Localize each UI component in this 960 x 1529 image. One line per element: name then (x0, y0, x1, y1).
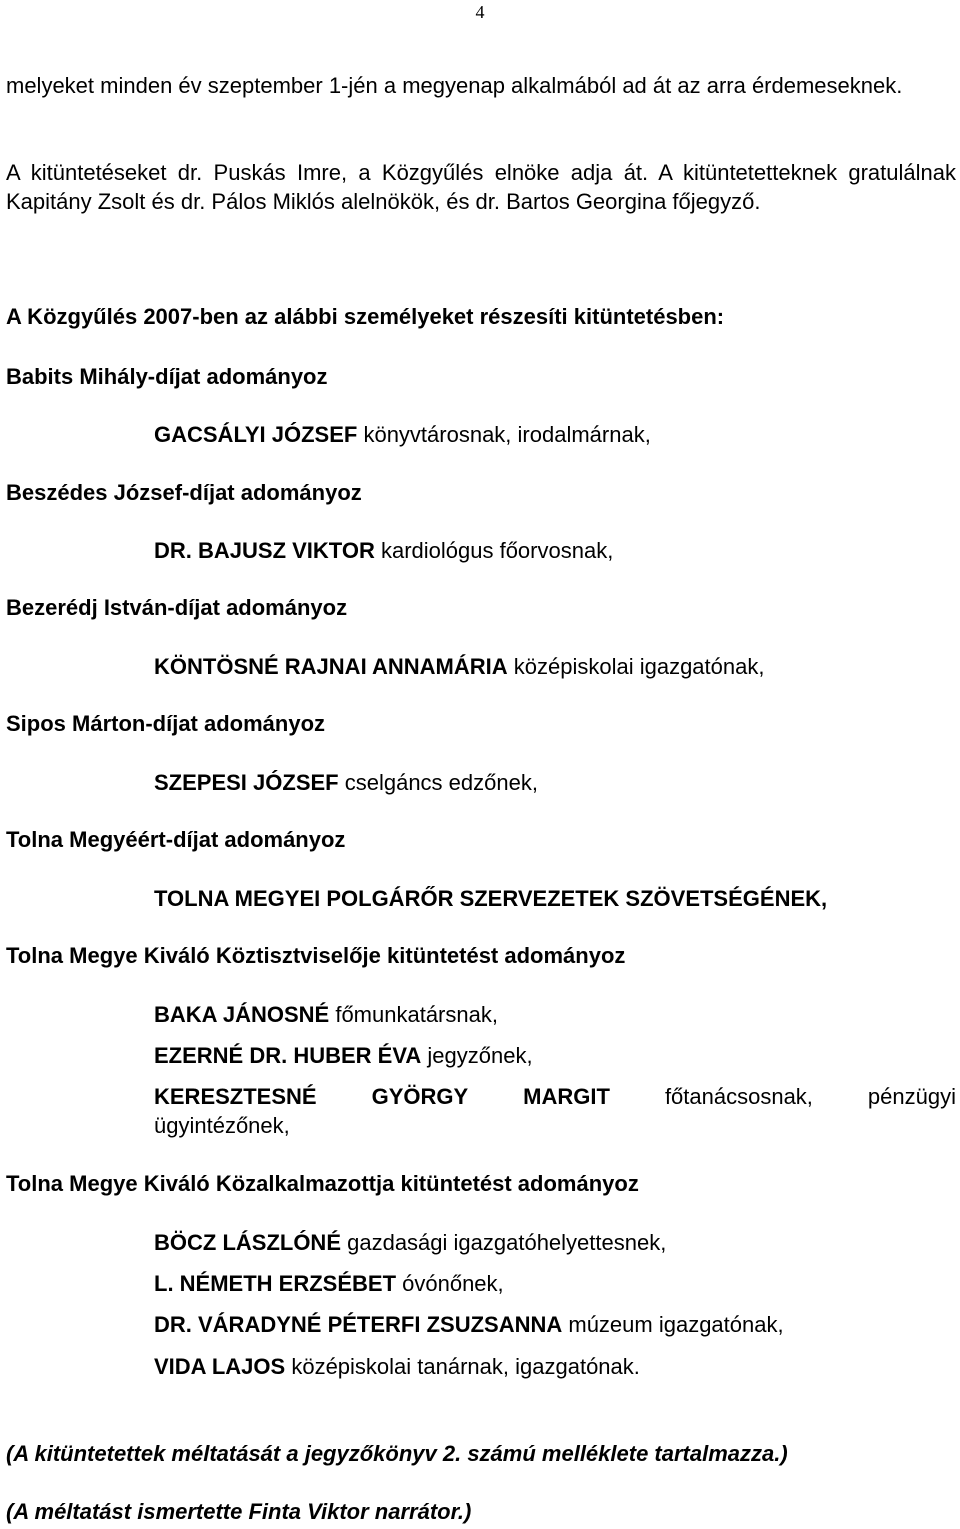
award-title-tolna-megyeert: Tolna Megyéért-díjat adományoz (6, 827, 346, 852)
recipient-role: középiskolai tanárnak, igazgatónak. (285, 1354, 640, 1379)
note-narrator: (A méltatást ismertette Finta Viktor narrátor.) (6, 1499, 472, 1524)
recipient-kozalkalmazott-3 (154, 1310, 956, 1339)
recipient-role: óvónőnek, (396, 1271, 504, 1296)
page-number: 4 (475, 2, 485, 22)
recipient-name: L. NÉMETH ERZSÉBET (154, 1271, 397, 1296)
intro-paragraph-1: melyeket minden év szeptember 1-jén a megyenap alkalmából ad át az arra érdemeseknek. (6, 73, 903, 98)
recipient-name: VIDA LAJOS (154, 1354, 286, 1379)
recipient-role-part: főtanácsosnak, (664, 1084, 813, 1109)
recipient-name: KÖNTÖSNÉ RAJNAI ANNAMÁRIA (154, 654, 508, 679)
award-title-sipos: Sipos Márton-díjat adományoz (6, 711, 326, 736)
recipient-name: GACSÁLYI JÓZSEF (154, 422, 358, 447)
recipient-babits-1 (154, 420, 956, 449)
section-heading: A Közgyűlés 2007-ben az alábbi személyeket részesíti kitüntetésben: (6, 304, 725, 329)
recipient-koztisztviselo-3 (154, 1082, 956, 1111)
award-title-koztisztviselo: Tolna Megye Kiváló Köztisztviselője kitüntetést adományoz (6, 943, 626, 968)
recipient-kozalkalmazott-2 (154, 1269, 956, 1298)
award-title-kozalkalmazott: Tolna Megye Kiváló Közalkalmazottja kitüntetést adományoz (6, 1171, 639, 1196)
recipient-role: középiskolai igazgatónak, (507, 654, 765, 679)
recipient-role: cselgáncs edzőnek, (338, 770, 538, 795)
recipient-role: főmunkatársnak, (329, 1002, 498, 1027)
recipient-role: könyvtárosnak, irodalmárnak, (357, 422, 651, 447)
recipient-name: DR. BAJUSZ VIKTOR (154, 538, 375, 563)
recipient-role: jegyzőnek, (421, 1043, 533, 1068)
recipient-role: gazdasági igazgatóhelyettesnek, (341, 1230, 667, 1255)
recipient-name: SZEPESI JÓZSEF (154, 770, 339, 795)
award-title-babits: Babits Mihály-díjat adományoz (6, 364, 328, 389)
recipient-koztisztviselo-1 (154, 1000, 956, 1029)
intro-paragraph-2: A kitüntetéseket dr. Puskás Imre, a Közgyűlés elnöke adja át. A kitüntetetteknek gratulálnak Kapitány Zsolt és dr. Pálos Miklós alelnökök, és dr. Bartos Georgina főjegyző. (6, 160, 956, 214)
recipient-bezeredj-1 (154, 652, 956, 681)
recipient-name: DR. VÁRADYNÉ PÉTERFI ZSUZSANNA (154, 1312, 563, 1337)
recipient-koztisztviselo-3-continued: ügyintézőnek, (154, 1113, 290, 1138)
recipient-sipos-1 (154, 768, 956, 797)
recipient-name: EZERNÉ DR. HUBER ÉVA (154, 1043, 422, 1068)
recipient-role: kardiológus főorvosnak, (374, 538, 614, 563)
recipient-koztisztviselo-2 (154, 1041, 956, 1070)
recipient-kozalkalmazott-1 (154, 1228, 956, 1257)
recipient-name: BÖCZ LÁSZLÓNÉ (154, 1230, 341, 1255)
recipient-kozalkalmazott-4 (154, 1352, 956, 1381)
recipient-name: BAKA JÁNOSNÉ (154, 1002, 330, 1027)
recipient-name-part: MARGIT (523, 1084, 610, 1109)
note-laudation: (A kitüntetettek méltatását a jegyzőkönyv 2. számú melléklete tartalmazza.) (6, 1441, 788, 1466)
award-title-bezeredj: Bezerédj István-díjat adományoz (6, 595, 348, 620)
recipient-role: múzeum igazgatónak, (562, 1312, 784, 1337)
award-title-beszedes: Beszédes József-díjat adományoz (6, 480, 362, 505)
recipient-name-part: KERESZTESNÉ (154, 1084, 317, 1109)
recipient-beszedes-1 (154, 536, 956, 565)
recipient-tolna-megyeert-1: TOLNA MEGYEI POLGÁRŐR SZERVEZETEK SZÖVETSÉGÉNEK, (154, 886, 828, 911)
recipient-name-part: GYÖRGY (371, 1084, 469, 1109)
recipient-role-part: pénzügyi (867, 1084, 956, 1109)
